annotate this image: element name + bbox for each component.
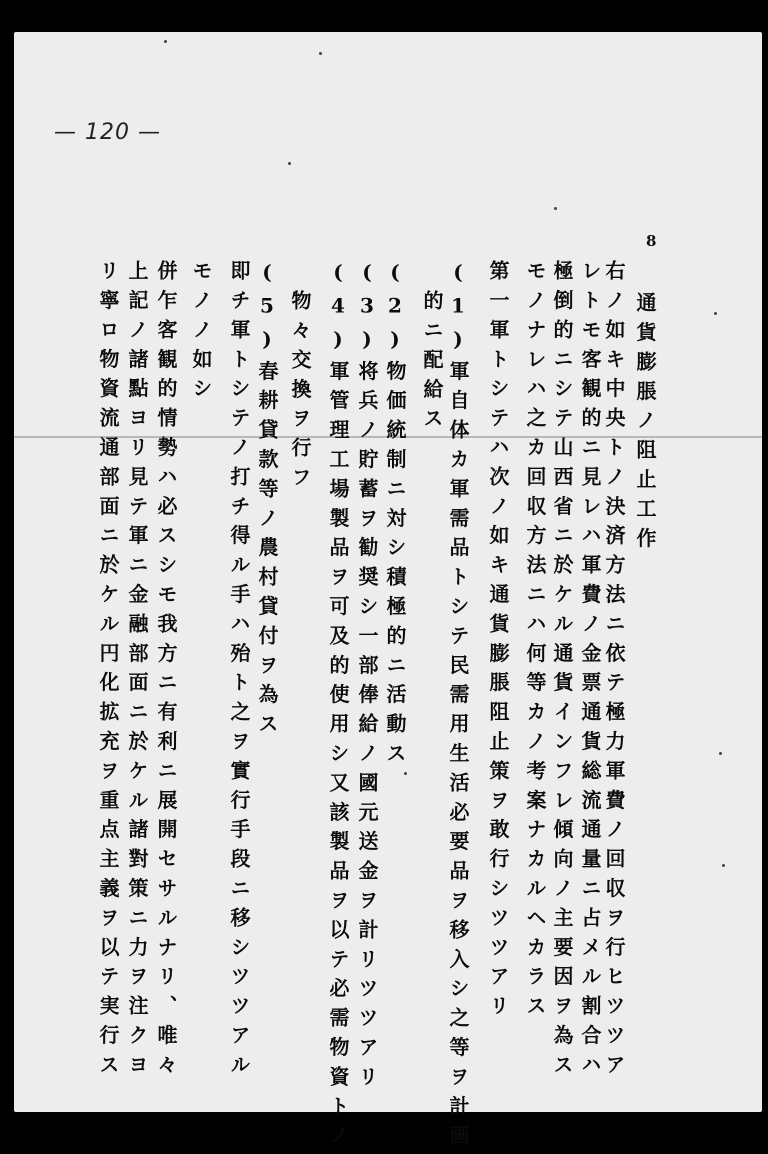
list-item: (3)将兵ノ貯蓄ヲ勧奨シ一部俸給ノ國元送金ヲ計リツツアリ bbox=[355, 260, 379, 1096]
scan-speck bbox=[404, 772, 407, 775]
text-column: 物々交換ヲ行フ bbox=[288, 290, 312, 496]
section-heading: 通貨膨脹ノ阻止工作 bbox=[633, 292, 657, 557]
text-column: 第一軍トシテハ次ノ如キ通貨膨脹阻止策ヲ敢行シツツアリ bbox=[486, 260, 510, 1025]
scan-speck bbox=[319, 52, 322, 55]
scan-speck bbox=[554, 207, 557, 210]
text-column: 右ノ如キ中央トノ決済方法ニ依テ極力軍費ノ回収ヲ行ヒツツア bbox=[602, 260, 626, 1084]
text-column: 併乍客観的情勢ハ必スシモ我方ニ有利ニ展開セサルナリ、唯々 bbox=[154, 260, 178, 1084]
text-column: モノナレハ之カ回収方法ニハ何等カノ考案ナカルヘカラス bbox=[523, 260, 547, 1025]
scan-speck bbox=[164, 40, 167, 43]
section-number: 8 bbox=[646, 232, 657, 250]
list-item: (2)物価統制ニ対シ積極的ニ活動ス bbox=[383, 260, 407, 772]
document-page bbox=[14, 32, 762, 1154]
page-mark: — 120 — bbox=[54, 120, 161, 145]
scan-speck bbox=[288, 162, 291, 165]
text-column: 的ニ配給ス bbox=[420, 290, 444, 437]
scan-speck bbox=[714, 312, 717, 315]
text-column: レトモ客観的ニ見レハ軍費ノ金票通貨総流通量ニ占メル割合ハ bbox=[578, 260, 602, 1084]
text-column: 極倒的ニシテ山西省ニ於ケル通貨インフレ傾向ノ主要因ヲ為ス bbox=[550, 260, 574, 1084]
list-item: (4)軍管理工場製品ヲ可及的使用シ又該製品ヲ以テ必需物資トノ bbox=[326, 260, 350, 1154]
text-column: 上記ノ諸點ヨリ見テ軍ニ金融部面ニ於ケル諸對策ニ力ヲ注クヨ bbox=[125, 260, 149, 1084]
text-column: モノノ如シ bbox=[189, 260, 213, 407]
text-column: 即チ軍トシテノ打チ得ル手ハ殆ト之ヲ實行手段ニ移シツツアル bbox=[227, 260, 251, 1084]
list-item: (1)軍自体カ軍需品トシテ民需用生活必要品ヲ移入シ之等ヲ計画 bbox=[446, 260, 470, 1154]
list-item: (5)春耕貸款等ノ農村貸付ヲ為ス bbox=[255, 260, 279, 743]
text-column: リ寧ロ物資流通部面ニ於ケル円化拡充ヲ重点主義ヲ以テ実行ス bbox=[96, 260, 120, 1084]
scan-speck bbox=[722, 864, 725, 867]
scan-speck bbox=[719, 752, 722, 755]
